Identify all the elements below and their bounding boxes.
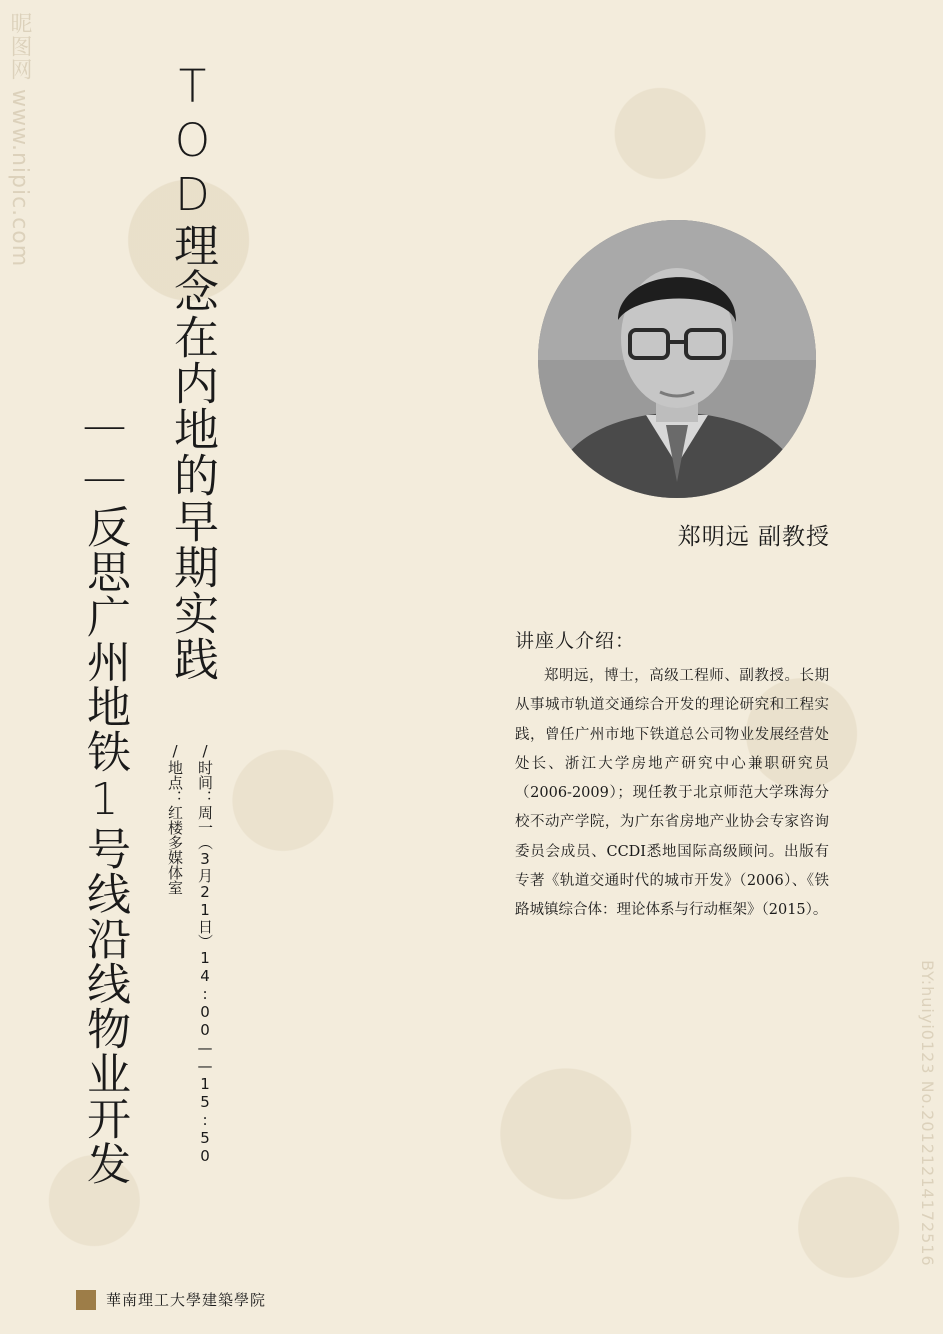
lecture-title: TOD理念在内地的早期实践 [166,60,219,682]
speaker-name: 郑明远 副教授 [677,524,830,550]
speaker-portrait [538,220,816,498]
speaker-photo-icon [538,220,816,498]
intro-heading: 讲座人介绍： [515,630,636,652]
watermark-right: BY:huiyi0123 No.20121214172516 [918,960,937,1267]
footer-accent-square [76,1290,96,1310]
watermark-left: 昵图网 www.nipic.com [7,12,32,268]
event-place: /地点：红楼多媒体室 [166,742,184,895]
lecture-subtitle: ——反思广州地铁1号线沿线物业开发 [79,400,130,1186]
event-time: /时间：周一（3月21日）14:00——15:50 [196,742,214,1165]
footer-institution: 華南理工大學建築學院 [106,1291,267,1309]
intro-body: 郑明远，博士，高级工程师、副教授。长期从事城市轨道交通综合开发的理论研究和工程实践，曾任广州市地下铁道总公司物业发展经营处处长、浙江大学房地产研究中心兼职研究员（2006-2009）；现任教于北京师范大学珠海分校不动产学院，为广东省房地产业协会专家咨询委员会成员、CCDI悉地国际高级顾问。出版有专著《轨道交通时代的城市开发》（2006）、《铁路城镇综合体：理论体系与行动框架》（2015）。 [515,668,829,919]
